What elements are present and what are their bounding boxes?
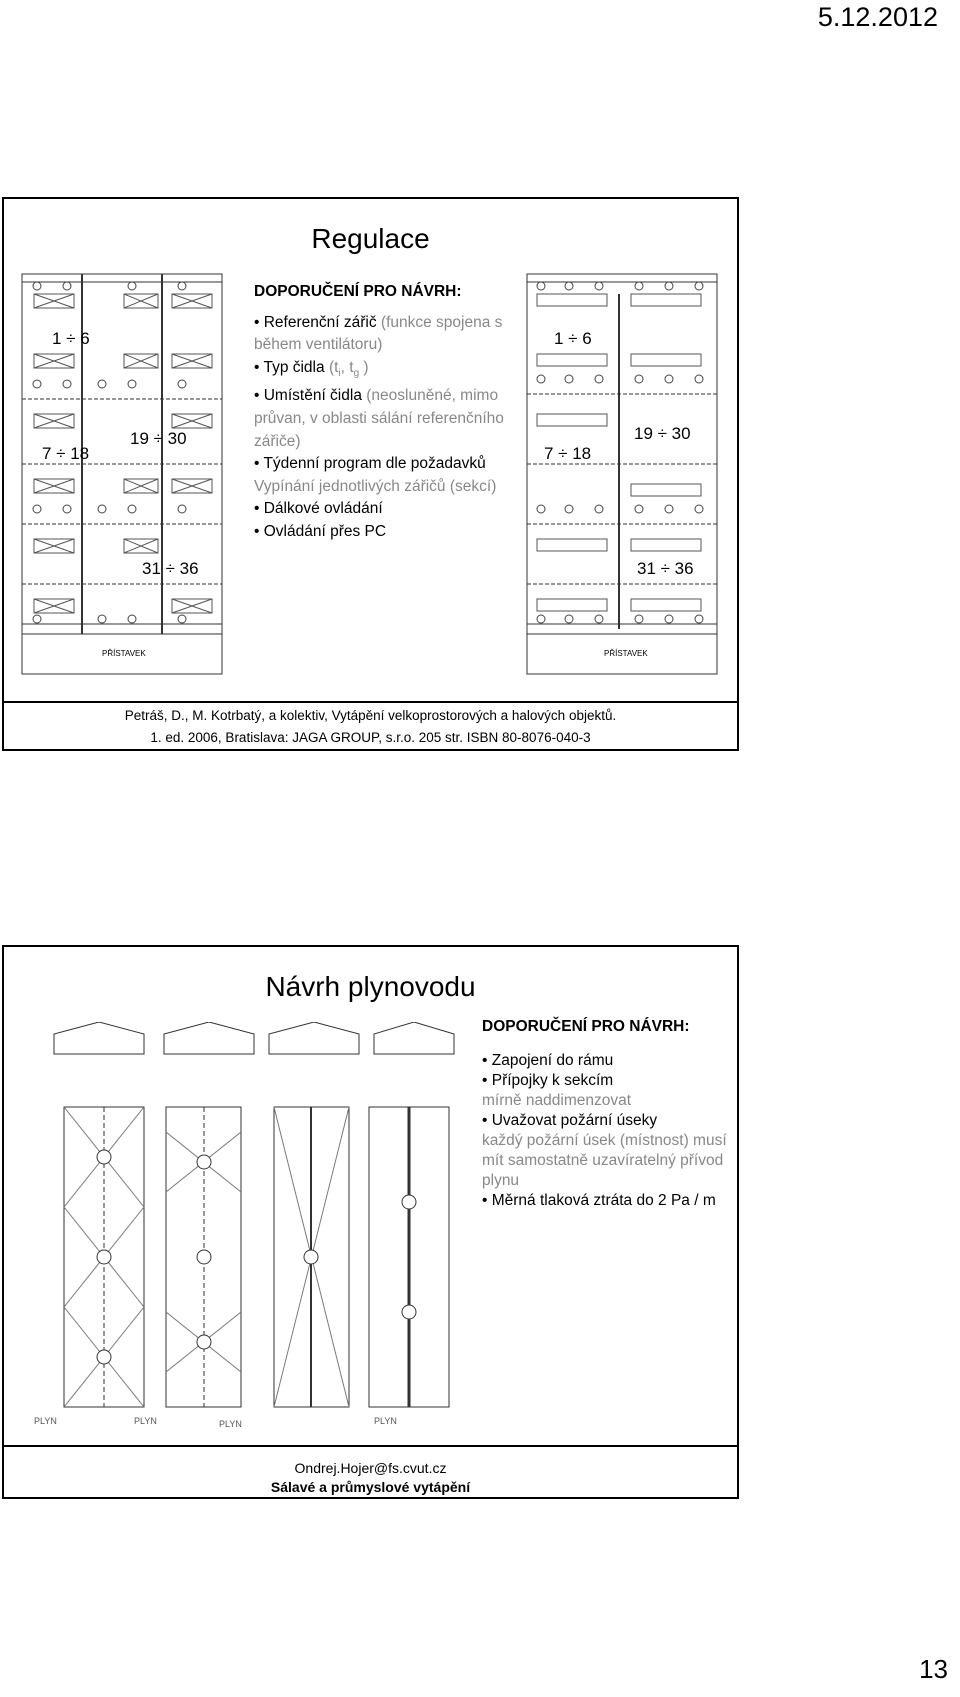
bullet-sensor-location: • Umístění čidla (neosluněné, mimo průvan, v oblasti sálání referenčního zářiče) (254, 385, 504, 453)
slide2-bullets (482, 1017, 732, 1211)
slide-navrh-plynovodu (2, 945, 739, 1499)
plan-label-group-d: 31 ÷ 36 (142, 559, 199, 578)
slide1-bullets (254, 281, 504, 544)
bullet-remote-control: • Dálkové ovládání (254, 498, 504, 521)
plan-right-label-group-a: 1 ÷ 6 (554, 329, 592, 348)
bullet-sensor-type: • Typ čidla ($t_i$, $t_g$ ) (254, 357, 504, 386)
plan-label-group-a: 1 ÷ 6 (52, 329, 90, 348)
bullet-fire-sections-note: každý požární úsek (místnost) musí mít samostatně uzavíratelný přívod plynu (482, 1132, 727, 1189)
header-date: 5.12.2012 (817, 2, 938, 32)
bullets-heading: DOPORUČENÍ PRO NÁVRH: (482, 1018, 690, 1035)
slide-regulace (2, 197, 739, 751)
plan-label-group-b: 7 ÷ 18 (42, 444, 90, 463)
bullet-section-connections: • Přípojky k sekcím (482, 1071, 732, 1091)
bullets-heading: DOPORUČENÍ PRO NÁVRH: (254, 283, 462, 300)
bullet-reference-radiator: • Referenční zářič (funkce spojena s během ventilátoru) (254, 312, 504, 357)
plan-right-label-group-d: 31 ÷ 36 (637, 559, 694, 578)
footer-email: Ondrej.Hojer@fs.cvut.cz (294, 1460, 447, 1476)
slide2-footer (4, 1459, 737, 1497)
gas-piping-drawings (19, 1022, 464, 1462)
bullet-section-connections-note: mírně naddimenzovat (482, 1092, 632, 1109)
floor-plan-left (12, 254, 237, 694)
slide-title: Regulace (311, 223, 430, 254)
plan-label-group-c: 19 ÷ 30 (130, 429, 187, 448)
footer-divider (4, 1445, 737, 1447)
gas-label-3: PLYN (219, 1419, 242, 1429)
page-number: 13 (919, 1654, 948, 1684)
caption-divider (4, 701, 737, 703)
slide1-caption: Petráš, D., M. Kotrbatý, a kolektiv, Vytápění velkoprostorových a halových objektů. 1. ed. 2006, Bratislava: JAGA GROUP, s.r.o. 205 str. ISBN 80-8076-040-3 (124, 708, 617, 745)
floor-plan-right (519, 254, 729, 694)
plan-right-label-group-c: 19 ÷ 30 (634, 424, 691, 443)
bullet-frame-connection: • Zapojení do rámu (482, 1051, 732, 1071)
gas-label-4: PLYN (374, 1416, 397, 1426)
slide-title: Návrh plynovodu (265, 971, 476, 1002)
plan-right-label-group-b: 7 ÷ 18 (544, 444, 592, 463)
gas-label-1: PLYN (34, 1416, 57, 1426)
bullet-weekly-program: • Týdenní program dle požadavků Vypínání jednotlivých zářičů (sekcí) (254, 453, 504, 498)
plan-right-label-annex: PŘÍSTAVEK (604, 649, 648, 658)
bullet-pc-control: • Ovládání přes PC (254, 521, 504, 544)
bullet-fire-sections: • Uvažovat požární úseky (482, 1111, 732, 1131)
bullet-pressure-loss: • Měrná tlaková ztráta do 2 Pa / m (482, 1191, 732, 1211)
plan-label-annex: PŘÍSTAVEK (102, 649, 146, 658)
footer-course: Sálavé a průmyslové vytápění (270, 1479, 471, 1495)
gas-label-2: PLYN (134, 1416, 157, 1426)
